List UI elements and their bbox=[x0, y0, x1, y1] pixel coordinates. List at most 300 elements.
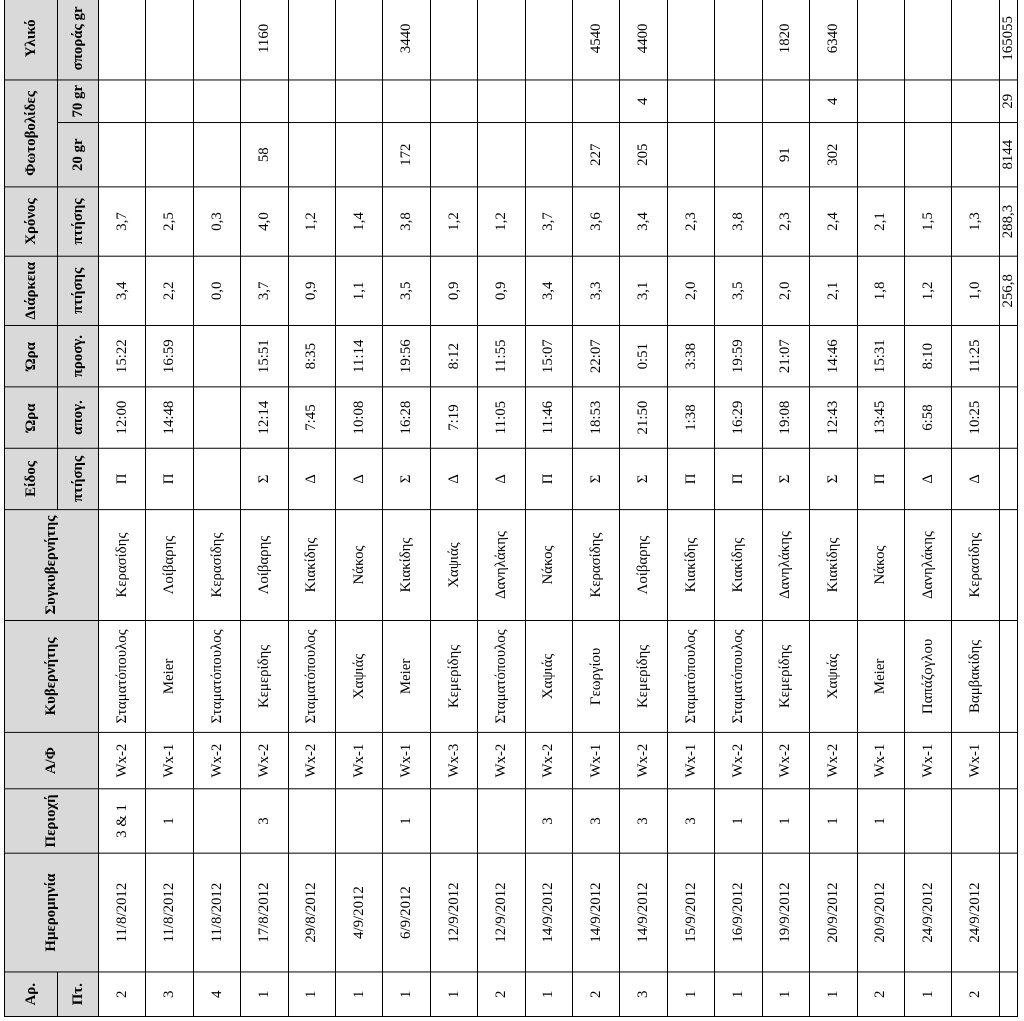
cell-f70 bbox=[99, 80, 146, 123]
cell-copilot: Χαψιάς bbox=[430, 510, 477, 621]
table-row bbox=[620, 0, 667, 1017]
header-pilot: Κυβερνήτης bbox=[5, 621, 99, 733]
cell-pilot: Σταματόπουλος bbox=[288, 621, 335, 733]
cell-f20: 172 bbox=[383, 123, 430, 187]
cell-f70: 4 bbox=[810, 80, 857, 123]
cell-type: Δ bbox=[430, 448, 477, 509]
header-time-bot: πτήσης bbox=[58, 187, 99, 256]
cell-arr: 11:55 bbox=[478, 325, 525, 386]
cell-f70 bbox=[525, 80, 572, 123]
cell-f70 bbox=[952, 80, 1000, 123]
totals-row bbox=[1000, 0, 1018, 1017]
cell-af: Wx-2 bbox=[715, 732, 762, 788]
cell-af: Wx-1 bbox=[667, 732, 714, 788]
cell-f70 bbox=[715, 80, 762, 123]
cell-arr: 21:07 bbox=[762, 325, 809, 386]
header-f70: 70 gr bbox=[58, 80, 99, 123]
cell-time: 1,2 bbox=[430, 187, 477, 256]
cell-mat: 4540 bbox=[573, 0, 620, 80]
cell-mat bbox=[904, 0, 951, 80]
cell-f70 bbox=[667, 80, 714, 123]
cell-arr: 0:51 bbox=[620, 325, 667, 386]
cell-af: Wx-2 bbox=[620, 732, 667, 788]
cell-mat: 1820 bbox=[762, 0, 809, 80]
header-mat-bot: σποράς gr bbox=[58, 0, 99, 80]
cell-copilot: Νάκος bbox=[857, 510, 904, 621]
cell-time: 2,3 bbox=[667, 187, 714, 256]
cell-dep: 16:28 bbox=[383, 387, 430, 448]
cell-af: Wx-2 bbox=[810, 732, 857, 788]
cell-mat bbox=[715, 0, 762, 80]
header-flares: Φωτοβολίδες bbox=[5, 80, 58, 187]
cell-mat bbox=[288, 0, 335, 80]
cell-f70 bbox=[288, 80, 335, 123]
table-body bbox=[99, 0, 1000, 1017]
cell-af: Wx-2 bbox=[762, 732, 809, 788]
cell-dur: 3,1 bbox=[620, 256, 667, 325]
cell-f20 bbox=[99, 123, 146, 187]
cell-arr: 15:22 bbox=[99, 325, 146, 386]
cell-type: Σ bbox=[762, 448, 809, 509]
cell-f70 bbox=[762, 80, 809, 123]
cell-ar: 3 bbox=[620, 972, 667, 1017]
cell-type: Δ bbox=[288, 448, 335, 509]
cell-dur: 1,0 bbox=[952, 256, 1000, 325]
cell-dep: 10:08 bbox=[336, 387, 383, 448]
cell-type: Π bbox=[667, 448, 714, 509]
cell-f70 bbox=[241, 80, 288, 123]
totals-blank bbox=[1000, 853, 1018, 972]
total-duration: 256,8 bbox=[1000, 256, 1018, 325]
cell-dep: 18:53 bbox=[573, 387, 620, 448]
cell-copilot: Κιακίδης bbox=[810, 510, 857, 621]
cell-mat bbox=[857, 0, 904, 80]
cell-ar: 1 bbox=[762, 972, 809, 1017]
header-arr-top: Ώρα bbox=[5, 325, 58, 386]
cell-mat bbox=[99, 0, 146, 80]
cell-pilot: Χαψιάς bbox=[810, 621, 857, 733]
cell-area: 3 bbox=[525, 789, 572, 853]
cell-pilot: Meier bbox=[383, 621, 430, 733]
cell-ar: 3 bbox=[146, 972, 193, 1017]
cell-area: 1 bbox=[762, 789, 809, 853]
cell-ar: 1 bbox=[904, 972, 951, 1017]
header-dep-top: Ώρα bbox=[5, 387, 58, 448]
cell-dep: 10:25 bbox=[952, 387, 1000, 448]
cell-pilot: Χαψιάς bbox=[525, 621, 572, 733]
cell-mat bbox=[146, 0, 193, 80]
table-row bbox=[241, 0, 288, 1017]
cell-area: 1 bbox=[715, 789, 762, 853]
cell-arr: 11:25 bbox=[952, 325, 1000, 386]
cell-af: Wx-1 bbox=[573, 732, 620, 788]
cell-dur: 3,5 bbox=[383, 256, 430, 325]
cell-af: Wx-2 bbox=[99, 732, 146, 788]
cell-dur: 2,0 bbox=[762, 256, 809, 325]
table-row bbox=[904, 0, 951, 1017]
cell-f20 bbox=[857, 123, 904, 187]
cell-dur: 0,9 bbox=[288, 256, 335, 325]
header-date: Ημερομηνία bbox=[5, 853, 99, 972]
cell-date: 24/9/2012 bbox=[904, 853, 951, 972]
cell-type: Σ bbox=[241, 448, 288, 509]
table-row bbox=[525, 0, 572, 1017]
cell-arr: 16:59 bbox=[146, 325, 193, 386]
totals-blank bbox=[1000, 448, 1018, 509]
header-time-top: Χρόνος bbox=[5, 187, 58, 256]
header-dep-bot: απογ. bbox=[58, 387, 99, 448]
total-flares-20: 8144 bbox=[1000, 123, 1018, 187]
total-material: 165055 bbox=[1000, 0, 1018, 80]
cell-area bbox=[193, 789, 240, 853]
cell-area: 3 bbox=[241, 789, 288, 853]
cell-time: 0,3 bbox=[193, 187, 240, 256]
cell-mat: 3440 bbox=[383, 0, 430, 80]
cell-arr: 14:46 bbox=[810, 325, 857, 386]
cell-af: Wx-1 bbox=[952, 732, 1000, 788]
cell-arr: 15:51 bbox=[241, 325, 288, 386]
cell-date: 11/8/2012 bbox=[193, 853, 240, 972]
cell-arr bbox=[193, 325, 240, 386]
total-flares-70: 29 bbox=[1000, 80, 1018, 123]
table-row bbox=[667, 0, 714, 1017]
cell-dur: 1,2 bbox=[904, 256, 951, 325]
cell-area bbox=[478, 789, 525, 853]
cell-copilot: Δανηλάκης bbox=[478, 510, 525, 621]
cell-dur: 1,1 bbox=[336, 256, 383, 325]
cell-area: 3 & 1 bbox=[99, 789, 146, 853]
cell-f20: 91 bbox=[762, 123, 809, 187]
header-copilot: Συγκυβερνήτης bbox=[5, 510, 99, 621]
cell-type: Δ bbox=[904, 448, 951, 509]
cell-area: 1 bbox=[810, 789, 857, 853]
cell-area: 3 bbox=[573, 789, 620, 853]
header-f20: 20 gr bbox=[58, 123, 99, 187]
cell-type bbox=[193, 448, 240, 509]
cell-time: 3,4 bbox=[620, 187, 667, 256]
cell-ar: 1 bbox=[715, 972, 762, 1017]
cell-dep: 7:19 bbox=[430, 387, 477, 448]
cell-pilot: Meier bbox=[146, 621, 193, 733]
cell-f20 bbox=[288, 123, 335, 187]
cell-mat bbox=[478, 0, 525, 80]
cell-pilot: Σταματόπουλος bbox=[99, 621, 146, 733]
cell-f70 bbox=[573, 80, 620, 123]
cell-f20 bbox=[478, 123, 525, 187]
cell-f20: 302 bbox=[810, 123, 857, 187]
cell-time: 3,8 bbox=[383, 187, 430, 256]
cell-f70 bbox=[383, 80, 430, 123]
cell-ar: 4 bbox=[193, 972, 240, 1017]
cell-f20: 227 bbox=[573, 123, 620, 187]
cell-f20 bbox=[952, 123, 1000, 187]
cell-copilot: Κιακίδης bbox=[715, 510, 762, 621]
table-row bbox=[383, 0, 430, 1017]
cell-time: 1,5 bbox=[904, 187, 951, 256]
totals-blank bbox=[1000, 621, 1018, 733]
cell-copilot: Κιακίδης bbox=[383, 510, 430, 621]
cell-mat bbox=[667, 0, 714, 80]
cell-ar: 1 bbox=[430, 972, 477, 1017]
cell-dur: 0,0 bbox=[193, 256, 240, 325]
cell-area: 1 bbox=[146, 789, 193, 853]
cell-date: 11/8/2012 bbox=[99, 853, 146, 972]
cell-arr: 11:14 bbox=[336, 325, 383, 386]
cell-date: 29/8/2012 bbox=[288, 853, 335, 972]
cell-copilot: Κιακίδης bbox=[288, 510, 335, 621]
cell-date: 15/9/2012 bbox=[667, 853, 714, 972]
cell-area bbox=[952, 789, 1000, 853]
totals-blank bbox=[1000, 510, 1018, 621]
cell-pilot: Meier bbox=[857, 621, 904, 733]
cell-arr: 19:56 bbox=[383, 325, 430, 386]
cell-af: Wx-2 bbox=[525, 732, 572, 788]
cell-arr: 19:59 bbox=[715, 325, 762, 386]
cell-f70 bbox=[336, 80, 383, 123]
cell-f20 bbox=[904, 123, 951, 187]
cell-type: Π bbox=[99, 448, 146, 509]
cell-date: 24/9/2012 bbox=[952, 853, 1000, 972]
cell-dur: 1,8 bbox=[857, 256, 904, 325]
cell-pilot: Παπάζογλου bbox=[904, 621, 951, 733]
cell-area bbox=[336, 789, 383, 853]
cell-copilot: Λοίβαρης bbox=[620, 510, 667, 621]
cell-copilot: Λοίβαρης bbox=[241, 510, 288, 621]
cell-dur: 2,1 bbox=[810, 256, 857, 325]
cell-dep: 16:29 bbox=[715, 387, 762, 448]
cell-time: 2,3 bbox=[762, 187, 809, 256]
table-row bbox=[146, 0, 193, 1017]
cell-dep: 11:05 bbox=[478, 387, 525, 448]
cell-area bbox=[430, 789, 477, 853]
cell-copilot: Δανηλάκης bbox=[762, 510, 809, 621]
cell-pilot: Κεμερίδης bbox=[430, 621, 477, 733]
cell-date: 14/9/2012 bbox=[573, 853, 620, 972]
cell-af: Wx-1 bbox=[857, 732, 904, 788]
cell-ar: 1 bbox=[525, 972, 572, 1017]
header-af: Α/Φ bbox=[5, 732, 99, 788]
cell-pilot: Σταματόπουλος bbox=[715, 621, 762, 733]
cell-type: Σ bbox=[573, 448, 620, 509]
cell-dur: 2,0 bbox=[667, 256, 714, 325]
table-row bbox=[857, 0, 904, 1017]
cell-af: Wx-2 bbox=[241, 732, 288, 788]
cell-f20: 205 bbox=[620, 123, 667, 187]
cell-area: 1 bbox=[857, 789, 904, 853]
header-pt: Πτ. bbox=[58, 972, 99, 1017]
rotated-table-container bbox=[4, 7, 1018, 1017]
cell-dep: 12:14 bbox=[241, 387, 288, 448]
cell-pilot: Χαψιάς bbox=[336, 621, 383, 733]
cell-date: 4/9/2012 bbox=[336, 853, 383, 972]
cell-f70 bbox=[478, 80, 525, 123]
cell-area: 1 bbox=[383, 789, 430, 853]
cell-mat bbox=[336, 0, 383, 80]
cell-copilot: Κερασίδης bbox=[952, 510, 1000, 621]
cell-area bbox=[904, 789, 951, 853]
cell-pilot: Σταματόπουλος bbox=[478, 621, 525, 733]
table-row bbox=[573, 0, 620, 1017]
cell-ar: 2 bbox=[573, 972, 620, 1017]
cell-type: Π bbox=[146, 448, 193, 509]
header-dur-top: Διάρκεια bbox=[5, 256, 58, 325]
cell-f20 bbox=[430, 123, 477, 187]
cell-date: 20/9/2012 bbox=[810, 853, 857, 972]
cell-f70 bbox=[857, 80, 904, 123]
cell-dur: 0,9 bbox=[430, 256, 477, 325]
cell-dep: 12:00 bbox=[99, 387, 146, 448]
header-mat-top: Υλικό bbox=[5, 0, 58, 80]
cell-af: Wx-1 bbox=[383, 732, 430, 788]
cell-type: Δ bbox=[336, 448, 383, 509]
totals-blank bbox=[1000, 789, 1018, 853]
cell-arr: 8:12 bbox=[430, 325, 477, 386]
cell-af: Wx-3 bbox=[430, 732, 477, 788]
cell-dur: 2,2 bbox=[146, 256, 193, 325]
totals-blank bbox=[1000, 325, 1018, 386]
cell-af: Wx-1 bbox=[336, 732, 383, 788]
cell-time: 3,7 bbox=[525, 187, 572, 256]
cell-time: 1,2 bbox=[288, 187, 335, 256]
cell-date: 12/9/2012 bbox=[478, 853, 525, 972]
cell-dep: 1:38 bbox=[667, 387, 714, 448]
cell-dep: 13:45 bbox=[857, 387, 904, 448]
cell-mat: 6340 bbox=[810, 0, 857, 80]
cell-f20 bbox=[525, 123, 572, 187]
cell-date: 14/9/2012 bbox=[620, 853, 667, 972]
header-ar: Αρ. bbox=[5, 972, 58, 1017]
cell-date: 14/9/2012 bbox=[525, 853, 572, 972]
cell-dep: 11:46 bbox=[525, 387, 572, 448]
cell-time: 1,3 bbox=[952, 187, 1000, 256]
cell-type: Σ bbox=[383, 448, 430, 509]
cell-date: 11/8/2012 bbox=[146, 853, 193, 972]
header-type-top: Είδος bbox=[5, 448, 58, 509]
cell-ar: 1 bbox=[667, 972, 714, 1017]
cell-copilot: Κερασίδης bbox=[193, 510, 240, 621]
cell-dur: 3,4 bbox=[525, 256, 572, 325]
cell-mat bbox=[430, 0, 477, 80]
cell-mat: 1160 bbox=[241, 0, 288, 80]
cell-date: 6/9/2012 bbox=[383, 853, 430, 972]
cell-ar: 2 bbox=[478, 972, 525, 1017]
cell-dep bbox=[193, 387, 240, 448]
cell-time: 4,0 bbox=[241, 187, 288, 256]
cell-ar: 1 bbox=[336, 972, 383, 1017]
cell-date: 19/9/2012 bbox=[762, 853, 809, 972]
cell-area bbox=[288, 789, 335, 853]
cell-time: 1,4 bbox=[336, 187, 383, 256]
cell-ar: 2 bbox=[952, 972, 1000, 1017]
table-row bbox=[288, 0, 335, 1017]
cell-f20 bbox=[336, 123, 383, 187]
table-row bbox=[952, 0, 1000, 1017]
cell-ar: 2 bbox=[857, 972, 904, 1017]
cell-dep: 19:08 bbox=[762, 387, 809, 448]
cell-mat bbox=[952, 0, 1000, 80]
cell-type: Σ bbox=[810, 448, 857, 509]
cell-ar: 1 bbox=[241, 972, 288, 1017]
cell-pilot: Κεμερίδης bbox=[620, 621, 667, 733]
cell-type: Π bbox=[715, 448, 762, 509]
cell-dep: 21:50 bbox=[620, 387, 667, 448]
table-row bbox=[99, 0, 146, 1017]
cell-f70 bbox=[193, 80, 240, 123]
cell-pilot: Σταματόπουλος bbox=[667, 621, 714, 733]
cell-ar: 1 bbox=[383, 972, 430, 1017]
cell-area: 3 bbox=[620, 789, 667, 853]
table-row bbox=[810, 0, 857, 1017]
cell-time: 1,2 bbox=[478, 187, 525, 256]
cell-f20 bbox=[193, 123, 240, 187]
cell-f20 bbox=[146, 123, 193, 187]
cell-copilot: Κιακίδης bbox=[667, 510, 714, 621]
cell-type: Δ bbox=[952, 448, 1000, 509]
header-dur-bot: πτήσης bbox=[58, 256, 99, 325]
cell-arr: 8:10 bbox=[904, 325, 951, 386]
total-flight-time: 288,3 bbox=[1000, 187, 1018, 256]
cell-dep: 6:58 bbox=[904, 387, 951, 448]
cell-f70 bbox=[146, 80, 193, 123]
cell-arr: 22:07 bbox=[573, 325, 620, 386]
cell-ar: 1 bbox=[810, 972, 857, 1017]
cell-arr: 15:07 bbox=[525, 325, 572, 386]
cell-arr: 3:38 bbox=[667, 325, 714, 386]
cell-mat bbox=[193, 0, 240, 80]
cell-copilot: Δανηλάκης bbox=[904, 510, 951, 621]
cell-copilot: Λοίβαρης bbox=[146, 510, 193, 621]
cell-type: Π bbox=[857, 448, 904, 509]
totals-blank bbox=[1000, 387, 1018, 448]
cell-ar: 2 bbox=[99, 972, 146, 1017]
cell-date: 16/9/2012 bbox=[715, 853, 762, 972]
cell-af: Wx-2 bbox=[288, 732, 335, 788]
cell-dur: 0,9 bbox=[478, 256, 525, 325]
cell-af: Wx-2 bbox=[478, 732, 525, 788]
cell-f70 bbox=[430, 80, 477, 123]
cell-time: 2,4 bbox=[810, 187, 857, 256]
header-arr-bot: προσγ. bbox=[58, 325, 99, 386]
cell-area: 3 bbox=[667, 789, 714, 853]
table-row bbox=[336, 0, 383, 1017]
cell-type: Π bbox=[525, 448, 572, 509]
cell-f70 bbox=[904, 80, 951, 123]
cell-time: 2,5 bbox=[146, 187, 193, 256]
cell-copilot: Νάκος bbox=[525, 510, 572, 621]
cell-af: Wx-1 bbox=[146, 732, 193, 788]
cell-time: 3,8 bbox=[715, 187, 762, 256]
cell-f20 bbox=[715, 123, 762, 187]
cell-copilot: Νάκος bbox=[336, 510, 383, 621]
cell-pilot: Βαμβακίδης bbox=[952, 621, 1000, 733]
cell-af: Wx-2 bbox=[193, 732, 240, 788]
cell-date: 17/8/2012 bbox=[241, 853, 288, 972]
cell-type: Σ bbox=[620, 448, 667, 509]
cell-ar: 1 bbox=[288, 972, 335, 1017]
table-row bbox=[430, 0, 477, 1017]
table-row bbox=[193, 0, 240, 1017]
cell-dep: 14:48 bbox=[146, 387, 193, 448]
cell-time: 3,6 bbox=[573, 187, 620, 256]
header-type-bot: πτήσης bbox=[58, 448, 99, 509]
table-row bbox=[478, 0, 525, 1017]
cell-dur: 3,7 bbox=[241, 256, 288, 325]
cell-date: 20/9/2012 bbox=[857, 853, 904, 972]
cell-arr: 8:35 bbox=[288, 325, 335, 386]
cell-arr: 15:31 bbox=[857, 325, 904, 386]
header-row-1 bbox=[5, 0, 58, 1017]
cell-pilot: Κεμερίδης bbox=[762, 621, 809, 733]
